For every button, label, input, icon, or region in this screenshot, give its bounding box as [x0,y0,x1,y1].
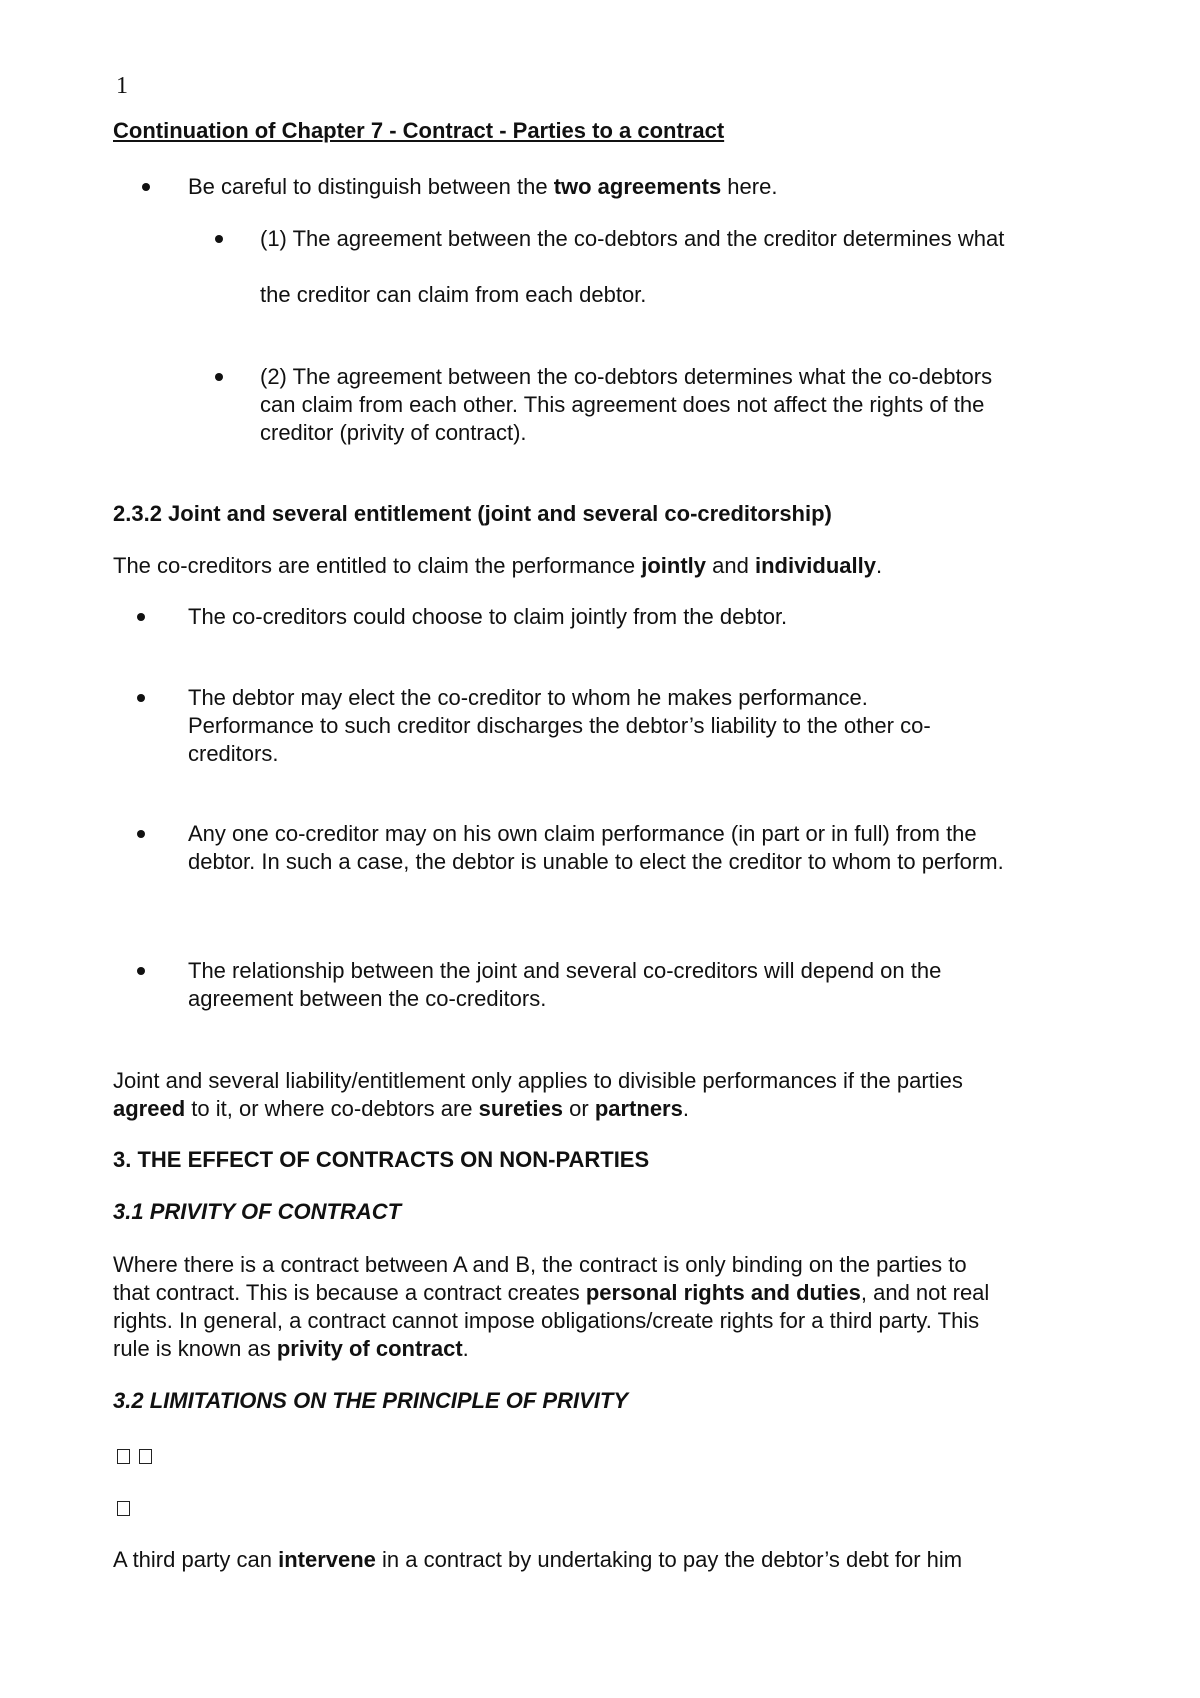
section-heading-2-3-2: 2.3.2 Joint and several entitlement (joint and several co-creditorship) [113,501,832,526]
paragraph-intervene: A third party can intervene in a contract by undertaking to pay the debtor’s debt for him [113,1547,963,1572]
missing-glyph-icon [139,1449,152,1464]
bullet-icon [137,694,145,702]
sub-bullet-2-line-3: creditor (privity of contract). [260,420,527,445]
paragraph-joint-line-1: Joint and several liability/entitlement only applies to divisible performances if the parties [113,1068,963,1093]
paragraph-privity-line-1: Where there is a contract between A and B, the contract is only binding on the parties to [113,1252,967,1277]
paragraph-joint-line-2: agreed to it, or where co-debtors are sureties or partners. [113,1096,689,1121]
paragraph-privity-line-3: rights. In general, a contract cannot impose obligations/create rights for a third party. This [113,1308,980,1333]
paragraph-co-creditors: The co-creditors are entitled to claim the performance jointly and individually. [113,553,883,578]
sub-bullet-1-line-2: the creditor can claim from each debtor. [260,282,647,307]
paragraph-privity-line-2: that contract. This is because a contract creates personal rights and duties, and not real [113,1280,990,1305]
missing-glyph-icon [117,1501,130,1516]
section-heading-3-2: 3.2 LIMITATIONS ON THE PRINCIPLE OF PRIVITY [113,1388,629,1413]
bullet-two-agreements: Be careful to distinguish between the two agreements here. [188,174,778,199]
bullet-debtor-elect-line-3: creditors. [188,741,279,766]
bullet-icon [215,235,223,243]
bullet-icon [137,830,145,838]
sub-bullet-2-line-2: can claim from each other. This agreement does not affect the rights of the [260,392,985,417]
bullet-debtor-elect-line-2: Performance to such creditor discharges the debtor’s liability to the other co- [188,713,931,738]
sub-bullet-2-line-1: (2) The agreement between the co-debtors determines what the co-debtors [260,364,993,389]
bullet-relationship-line-2: agreement between the co-creditors. [188,986,547,1011]
bullet-icon [215,373,223,381]
paragraph-privity-line-4: rule is known as privity of contract. [113,1336,469,1361]
section-heading-3-1: 3.1 PRIVITY OF CONTRACT [113,1199,402,1224]
missing-glyph-row-2 [117,1493,139,1521]
bullet-relationship-line-1: The relationship between the joint and several co-creditors will depend on the [188,958,942,983]
bullet-debtor-elect-line-1: The debtor may elect the co-creditor to whom he makes performance. [188,685,868,710]
sub-bullet-1-line-1: (1) The agreement between the co-debtors and the creditor determines what [260,226,1005,251]
bullet-icon [137,613,145,621]
bullet-any-one-line-2: debtor. In such a case, the debtor is unable to elect the creditor to whom to perform. [188,849,1004,874]
bullet-icon [137,967,145,975]
missing-glyph-row-1 [117,1441,161,1469]
bullet-icon [142,183,150,191]
page-number: 1 [116,73,128,99]
bullet-claim-jointly: The co-creditors could choose to claim jointly from the debtor. [188,604,788,629]
page-title: Continuation of Chapter 7 - Contract - Parties to a contract [113,118,725,143]
bullet-any-one-line-1: Any one co-creditor may on his own claim performance (in part or in full) from the [188,821,977,846]
missing-glyph-icon [117,1449,130,1464]
section-heading-3: 3. THE EFFECT OF CONTRACTS ON NON-PARTIES [113,1147,650,1172]
